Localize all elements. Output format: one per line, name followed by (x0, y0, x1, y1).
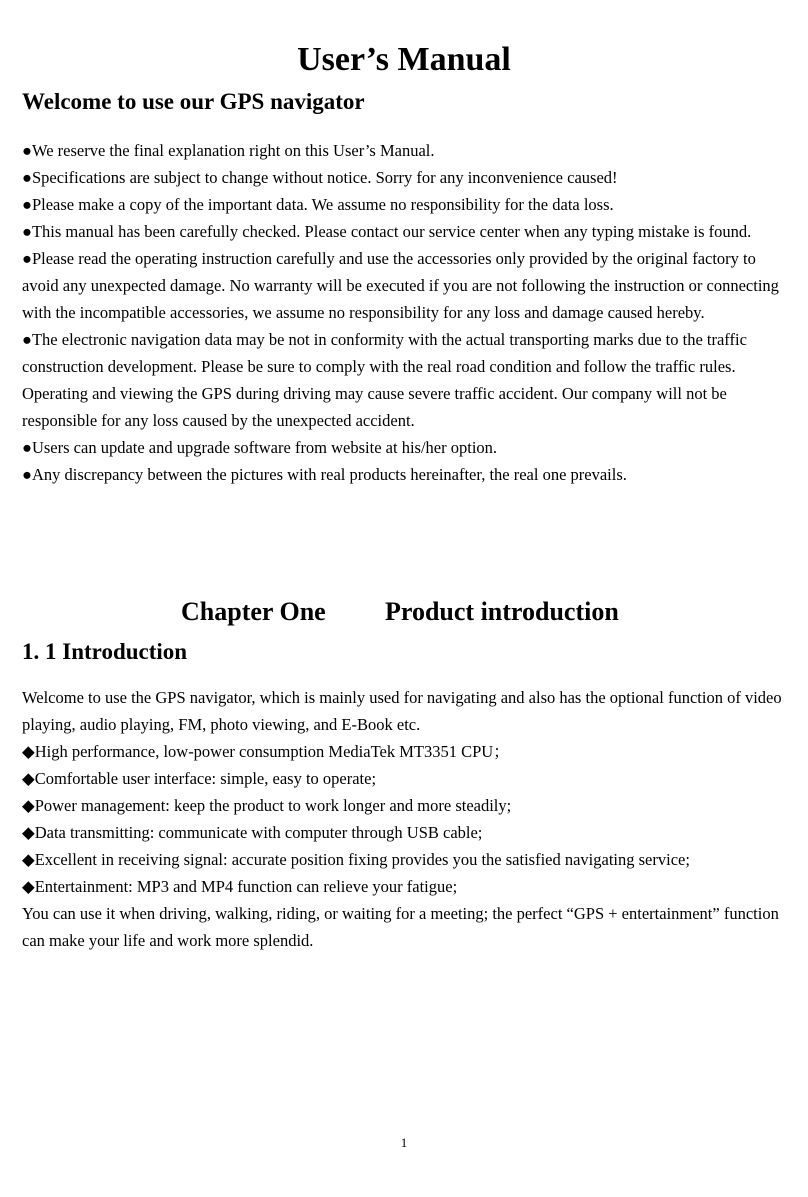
notice-list (22, 137, 792, 488)
diamond-bullet-icon: ◆ (22, 877, 35, 896)
bullet-dot-icon: ● (22, 222, 32, 241)
list-item-text: The electronic navigation data may be not in conformity with the actual transporting marks due to the traffic construction development. Please be sure to comply with the real road condition and follow the traffic rules. Operating and viewing the GPS during driving may cause severe traffic accident. Our company will not be responsible for any loss caused by the unexpected accident. (22, 330, 747, 430)
list-item-text: Excellent in receiving signal: accurate position fixing provides you the satisfied navigating service; (34, 850, 690, 869)
diamond-bullet-icon: ◆ (22, 796, 35, 815)
list-item (22, 434, 792, 461)
diamond-bullet-icon: ◆ (22, 742, 35, 761)
page-title: User’s Manual (297, 41, 511, 78)
list-item (22, 846, 797, 873)
list-item (22, 461, 792, 488)
bullet-dot-icon: ● (22, 168, 32, 187)
list-item (22, 873, 797, 900)
list-item-text: Please make a copy of the important data. We assume no responsibility for the data loss. (31, 195, 614, 214)
bullet-dot-icon: ● (22, 249, 32, 268)
list-item-text: Users can update and upgrade software from website at his/her option. (31, 438, 498, 457)
diamond-bullet-icon: ◆ (22, 823, 35, 842)
diamond-bullet-icon: ◆ (22, 850, 35, 869)
section-heading: 1. 1 Introduction (22, 639, 188, 664)
list-item-text: Entertainment: MP3 and MP4 function can relieve your fatigue; (34, 877, 458, 896)
list-item (22, 819, 797, 846)
list-item (22, 191, 792, 218)
bullet-dot-icon: ● (22, 465, 32, 484)
bullet-dot-icon: ● (22, 438, 32, 457)
bullet-dot-icon: ● (22, 330, 32, 349)
feature-list (22, 738, 797, 900)
welcome-heading: Welcome to use our GPS navigator (22, 89, 365, 114)
list-item (22, 218, 792, 245)
list-item-text: Please read the operating instruction carefully and use the accessories only provided by the original factory to avoid any unexpected damage. No warranty will be executed if you are not following the instruction or connecting with the incompatible accessories, we assume no responsibility for any loss and damage caused hereby. (22, 249, 779, 322)
list-item-text: This manual has been carefully checked. Please contact our service center when any typing mistake is found. (31, 222, 752, 241)
list-item-text: Comfortable user interface: simple, easy to operate; (34, 769, 377, 788)
list-item (22, 738, 797, 765)
list-item (22, 245, 792, 326)
chapter-number: Chapter One (181, 597, 326, 626)
outro-paragraph: You can use it when driving, walking, riding, or waiting for a meeting; the perfect “GPS + entertainment” function can make your life and work more splendid. (22, 904, 779, 950)
list-item (22, 792, 797, 819)
bullet-dot-icon: ● (22, 141, 32, 160)
list-item-text: Data transmitting: communicate with computer through USB cable; (34, 823, 483, 842)
list-item (22, 137, 792, 164)
chapter-name: Product introduction (385, 597, 619, 626)
list-item-text: High performance, low-power consumption MediaTek MT3351 CPU； (34, 742, 510, 761)
diamond-bullet-icon: ◆ (22, 769, 35, 788)
page-number: 1 (400, 1135, 408, 1150)
intro-paragraph: Welcome to use the GPS navigator, which is mainly used for navigating and also has the optional function of video playing, audio playing, FM, photo viewing, and E-Book etc. (22, 688, 782, 734)
list-item (22, 326, 792, 434)
list-item-text: Specifications are subject to change without notice. Sorry for any inconvenience caused! (31, 168, 618, 187)
list-item-text: We reserve the final explanation right on this User’s Manual. (31, 141, 435, 160)
list-item (22, 765, 797, 792)
list-item-text: Any discrepancy between the pictures with real products hereinafter, the real one prevails. (31, 465, 627, 484)
list-item (22, 164, 792, 191)
bullet-dot-icon: ● (22, 195, 32, 214)
list-item-text: Power management: keep the product to work longer and more steadily; (34, 796, 512, 815)
